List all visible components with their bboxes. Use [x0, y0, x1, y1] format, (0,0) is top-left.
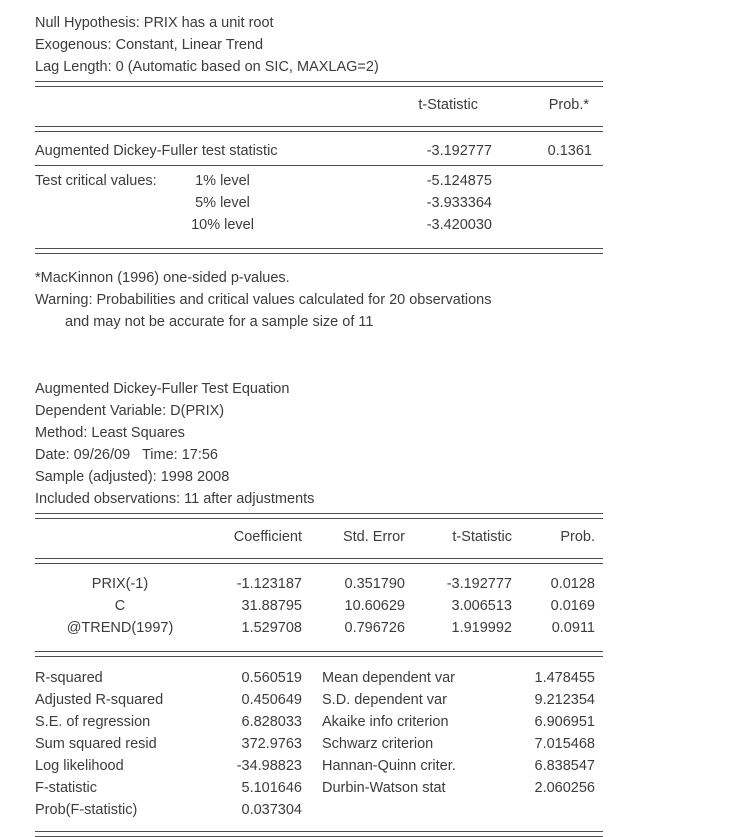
stat-label-left: Sum squared resid — [35, 736, 157, 752]
stat-value-left: 0.037304 — [241, 802, 302, 818]
stat-value-left: -34.98823 — [236, 758, 302, 774]
coefficient-row — [35, 617, 603, 639]
t-statistic-value: 1.919992 — [451, 620, 512, 636]
lag-length-line: Lag Length: 0 (Automatic based on SIC, MAXLAG=2) — [35, 59, 379, 75]
adf-row-label: Augmented Dickey-Fuller test statistic — [35, 143, 278, 159]
stat-value-right: 6.906951 — [534, 714, 595, 730]
critical-value-row — [35, 214, 603, 236]
std-error-value: 0.796726 — [344, 620, 405, 636]
stat-value-right: 9.212354 — [534, 692, 595, 708]
coefficient-value: -1.123187 — [236, 576, 302, 592]
variable-name: C — [114, 598, 126, 614]
stat-label-right: Durbin-Watson stat — [322, 780, 446, 796]
stat-label-right: Hannan-Quinn criter. — [322, 758, 456, 774]
stat-label-right: Mean dependent var — [322, 670, 456, 686]
prob-column-header: Prob. — [560, 529, 595, 545]
std-error-column-header: Std. Error — [342, 529, 405, 545]
stat-label-right: S.D. dependent var — [322, 692, 447, 708]
t-statistic-column-header: t-Statistic — [418, 97, 478, 113]
adf-t-statistic-value: -3.192777 — [426, 143, 492, 159]
level-label: 10% level — [191, 217, 254, 233]
sample-line: Sample (adjusted): 1998 2008 — [35, 469, 230, 485]
prob-value: 0.0128 — [550, 576, 595, 592]
stat-label-left: Prob(F-statistic) — [35, 802, 138, 818]
critical-value-row — [35, 170, 603, 192]
warning-line-2: and may not be accurate for a sample size of 11 — [65, 314, 374, 330]
stat-label-left: F-statistic — [35, 780, 98, 796]
prob-value: 0.0169 — [550, 598, 595, 614]
summary-stat-row — [35, 777, 603, 799]
stat-label-right: Akaike info criterion — [322, 714, 449, 730]
footnotes-block — [35, 267, 603, 333]
included-observations-line: Included observations: 11 after adjustments — [35, 491, 315, 507]
std-error-value: 0.351790 — [344, 576, 405, 592]
summary-stat-row — [35, 711, 603, 733]
mackinnon-footnote: *MacKinnon (1996) one-sided p-values. — [35, 270, 290, 286]
critical-values-label: Test critical values: — [35, 173, 157, 189]
summary-stat-row — [35, 755, 603, 777]
separator-double — [35, 831, 603, 837]
warning-line-1: Warning: Probabilities and critical values calculated for 20 observations — [35, 292, 492, 308]
test-equation-section — [35, 378, 603, 837]
critical-values-block — [35, 166, 603, 245]
variable-name: PRIX(-1) — [91, 576, 149, 592]
exogenous-line: Exogenous: Constant, Linear Trend — [35, 37, 264, 53]
coefficient-column-header: Coefficient — [233, 529, 302, 545]
method-line: Method: Least Squares — [35, 425, 185, 441]
prob-column-header: Prob.* — [548, 97, 589, 113]
t-statistic-column-header: t-Statistic — [452, 529, 512, 545]
coefficient-row — [35, 595, 603, 617]
coefficient-row — [35, 573, 603, 595]
stat-value-left: 372.9763 — [241, 736, 302, 752]
coefficient-rows-block — [35, 564, 603, 648]
stat-value-right: 7.015468 — [534, 736, 595, 752]
stat-label-left: Adjusted R-squared — [35, 692, 164, 708]
coef-table-header-row — [35, 519, 603, 555]
stat-value-left: 6.828033 — [241, 714, 302, 730]
stat-value-right — [505, 799, 603, 821]
t-statistic-value: -3.192777 — [446, 576, 512, 592]
critical-value: -3.933364 — [426, 195, 492, 211]
separator-double — [35, 248, 603, 254]
stat-value-right: 2.060256 — [534, 780, 595, 796]
stat-value-left: 0.450649 — [241, 692, 302, 708]
summary-stat-row — [35, 689, 603, 711]
critical-value: -3.420030 — [426, 217, 492, 233]
test-equation-title: Augmented Dickey-Fuller Test Equation — [35, 381, 290, 397]
std-error-value: 10.60629 — [344, 598, 405, 614]
stat-label-left: S.E. of regression — [35, 714, 151, 730]
stat-label-right: Schwarz criterion — [322, 736, 434, 752]
unit-root-table-header-row — [35, 87, 603, 123]
level-label: 5% level — [195, 195, 250, 211]
null-hypothesis-line: Null Hypothesis: PRIX has a unit root — [35, 15, 274, 31]
summary-statistics-block — [35, 657, 603, 828]
critical-value: -5.124875 — [426, 173, 492, 189]
summary-stat-row — [35, 799, 603, 821]
stat-label-left: R-squared — [35, 670, 103, 686]
t-statistic-value: 3.006513 — [451, 598, 512, 614]
stat-value-left: 5.101646 — [241, 780, 302, 796]
adf-test-statistic-row — [35, 132, 603, 165]
adf-prob-value: 0.1361 — [547, 143, 592, 159]
stat-value-right: 6.838547 — [534, 758, 595, 774]
stat-label-left: Log likelihood — [35, 758, 124, 774]
prob-value: 0.0911 — [551, 620, 595, 636]
date-time-line: Date: 09/26/09 Time: 17:56 — [35, 447, 218, 463]
dependent-variable-line: Dependent Variable: D(PRIX) — [35, 403, 225, 419]
coefficient-value: 31.88795 — [241, 598, 302, 614]
level-label: 1% level — [195, 173, 250, 189]
critical-value-row — [35, 192, 603, 214]
coefficient-value: 1.529708 — [241, 620, 302, 636]
stat-label-right — [322, 799, 505, 821]
summary-stat-row — [35, 733, 603, 755]
unit-root-test-section — [35, 12, 603, 333]
summary-stat-row — [35, 667, 603, 689]
variable-name: @TREND(1997) — [66, 620, 174, 636]
stat-value-left: 0.560519 — [241, 670, 302, 686]
stat-value-right: 1.478455 — [534, 670, 595, 686]
